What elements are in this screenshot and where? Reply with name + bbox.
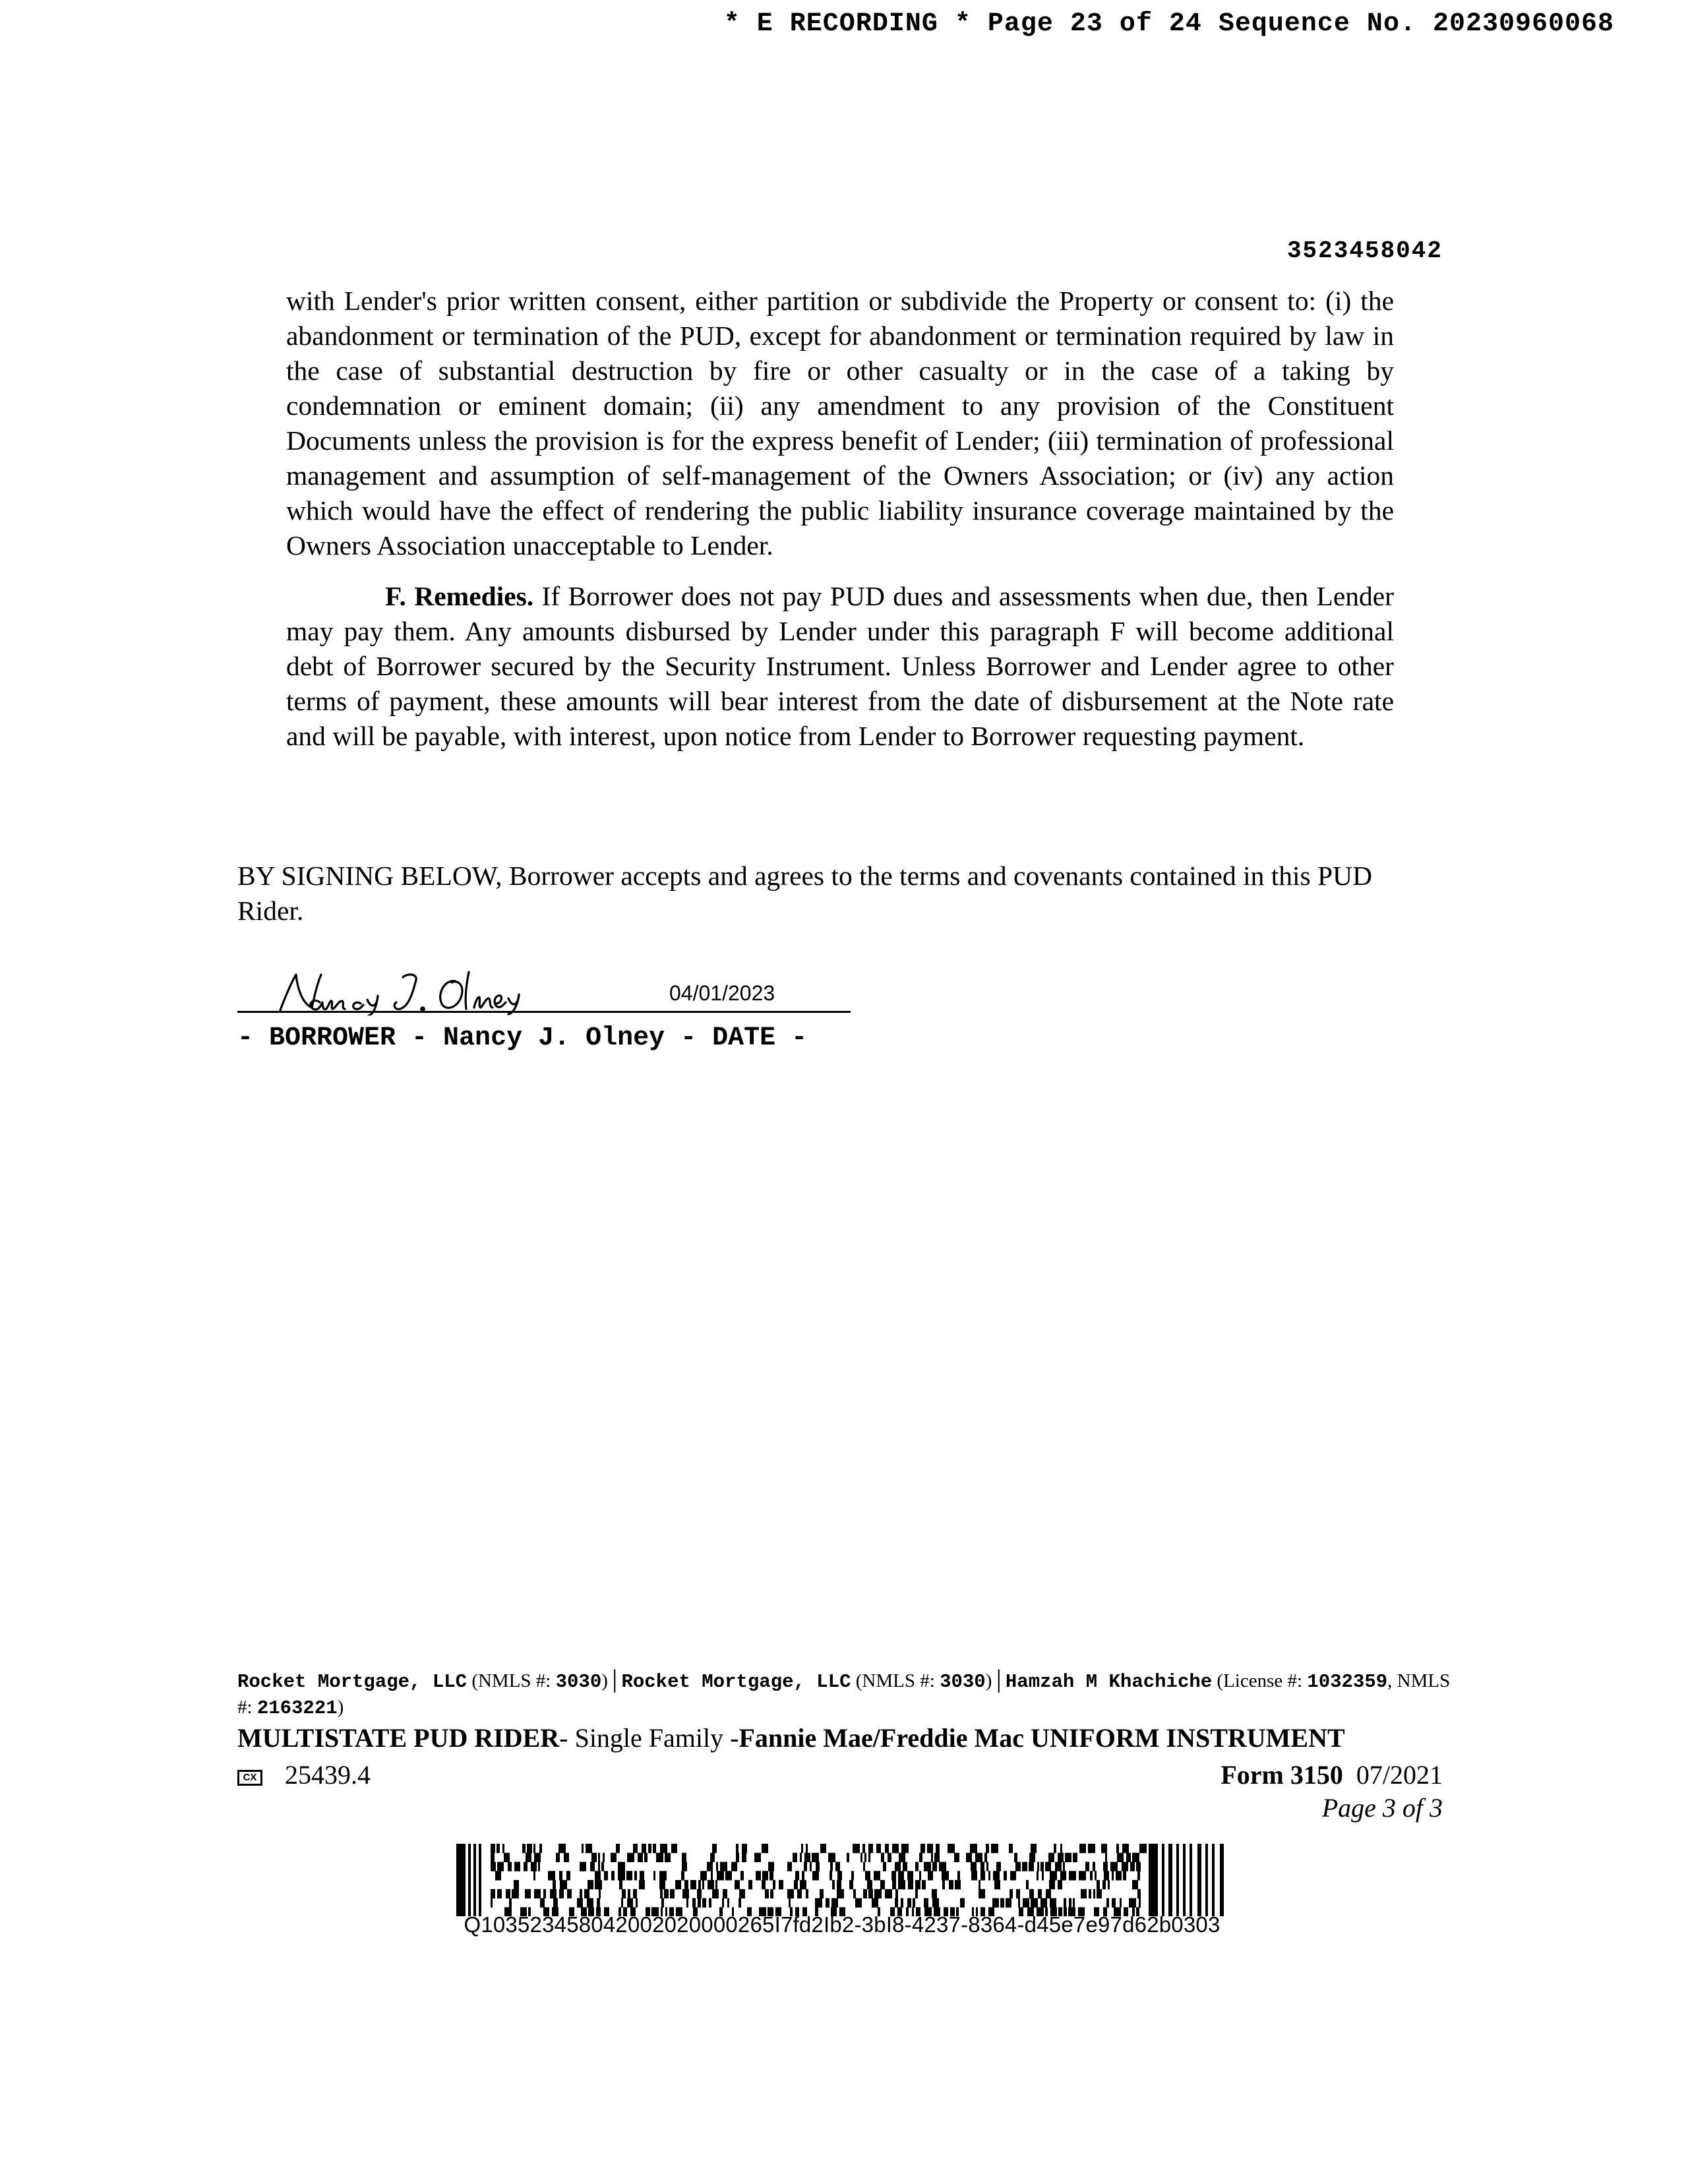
signing-statement: BY SIGNING BELOW, Borrower accepts and agrees to the terms and covenants contained in this PUD Rider.: [237, 861, 1373, 926]
nmls-label: , NMLS #:: [237, 1670, 1451, 1718]
form-title-middle: - Single Family -: [559, 1723, 739, 1753]
originator-name: Hamzah M Khachiche: [1005, 1671, 1213, 1693]
signature-caption: - BORROWER - Nancy J. Olney - DATE -: [237, 1023, 808, 1053]
company-name-2: Rocket Mortgage, LLC: [621, 1671, 851, 1693]
remedies-paragraph: [286, 579, 1394, 754]
form-title-instrument: Fannie Mae/Freddie Mac UNIFORM INSTRUMENT: [738, 1723, 1345, 1753]
footer-company-info: [237, 1668, 1451, 1721]
form-title-main: MULTISTATE PUD RIDER: [237, 1723, 560, 1753]
form-number: [1221, 1759, 1443, 1790]
separator: )│: [985, 1670, 1006, 1691]
handwritten-signature: [274, 969, 551, 1016]
separator: )│: [601, 1670, 622, 1691]
license-label: (License #:: [1212, 1670, 1308, 1691]
nmls-number-2: 3030: [940, 1671, 986, 1693]
signature-date: 04/01/2023: [669, 981, 775, 1005]
form-date: 07/2021: [1356, 1760, 1443, 1790]
nmls-label: (NMLS #:: [851, 1670, 940, 1691]
form-code: 25439.4: [285, 1760, 371, 1790]
company-name-1: Rocket Mortgage, LLC: [237, 1671, 467, 1693]
recording-header: * E RECORDING * Page 23 of 24 Sequence No. 20230960068: [723, 9, 1614, 39]
closing-paren: ): [337, 1697, 344, 1718]
barcode-image: [456, 1844, 1228, 1916]
remedies-text: If Borrower does not pay PUD dues and assessments when due, then Lender may pay them. Any amounts disbursed by Lender under this paragraph F will become additional debt of Borrower secured by the Security Instrument. Unless Borrower and Lender agree to other terms of payment, these amounts will bear interest from the date of disbursement at the Note rate and will be payable, with interest, upon notice from Lender to Borrower requesting payment.: [286, 581, 1394, 751]
nmls-number-1: 3030: [555, 1671, 602, 1693]
form-title: [237, 1722, 1345, 1753]
remedies-heading: F. Remedies.: [385, 581, 534, 611]
loan-number: 3523458042: [1286, 237, 1443, 264]
nmls-label: (NMLS #:: [467, 1670, 556, 1691]
continuation-paragraph: with Lender's prior written consent, either partition or subdivide the Property or consent to: (i) the abandonment or termination of the PUD, except for abandonment or termination required by law in the case of substantial destruction by fire or other casualty or in the case of a taking by condemnation or eminent domain; (ii) any amendment to any provision of the Constituent Documents unless the provision is for the express benefit of Lender; (iii) termination of professional management and assumption of self-management of the Owners Association; or (iv) any action which would have the effect of rendering the public liability insurance coverage maintained by the Owners Association unacceptable to Lender.: [286, 286, 1394, 561]
barcode-text: Q103523458042002020000265I7fd2Ib2-3bI8-4237-8364-d45e7e97d62b0303: [464, 1912, 1221, 1937]
license-number: 1032359: [1307, 1671, 1388, 1693]
form-label: Form 3150: [1221, 1760, 1343, 1790]
nmls-number-3: 2163221: [256, 1697, 338, 1719]
signature-line: [237, 1011, 851, 1013]
page-indicator: Page 3 of 3: [1321, 1793, 1443, 1823]
cx-logo-icon: CX: [237, 1770, 262, 1786]
